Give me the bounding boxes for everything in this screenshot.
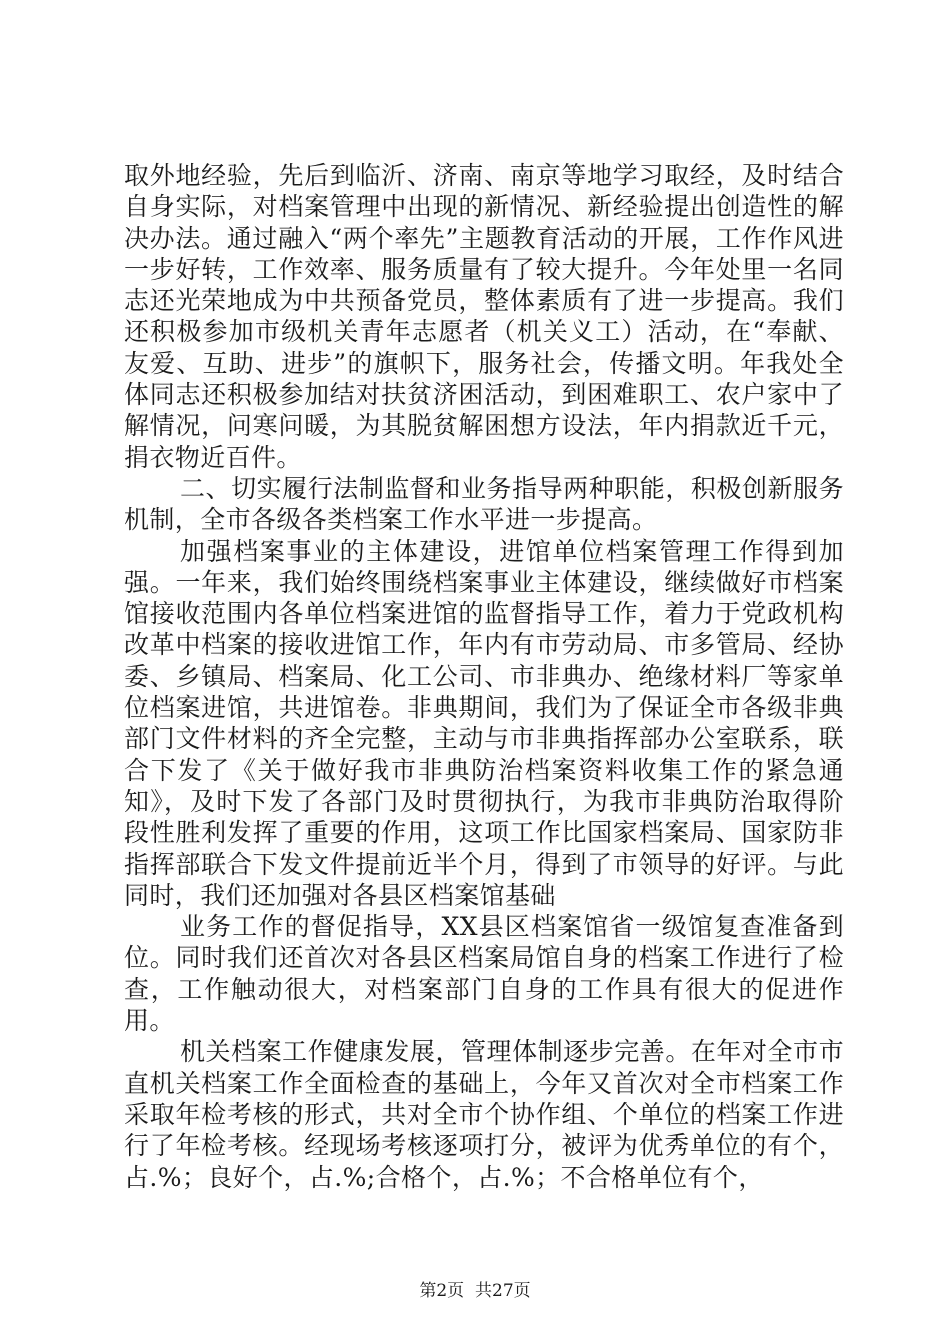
paragraph: 加强档案事业的主体建设，进馆单位档案管理工作得到加强。一年来，我们始终围绕档案事业主体建设，继续做好市档案馆接收范围内各单位档案进馆的监督指导工作，着力于党政机构改革中档案的接收进馆工作，年内有市劳动局、市多管局、经协委、乡镇局、档案局、化工公司、市非典办、绝缘材料厂等家单位档案进馆，共进馆卷。非典期间，我们为了保证全市各级非典部门文件材料的齐全完整，主动与市非典指挥部办公室联系，联合下发了《关于做好我市非典防治档案资料收集工作的紧急通知》，及时下发了各部门及时贯彻执行，为我市非典防治取得阶段性胜利发挥了重要的作用，这项工作比国家档案局、国家防非指挥部联合下发文件提前近半个月，得到了市领导的好评。与此同时，我们还加强对各县区档案馆基础 xyxy=(124,536,844,910)
page-number: 第2页 xyxy=(419,1281,465,1301)
page-footer xyxy=(0,1280,950,1302)
paragraph: 取外地经验，先后到临沂、济南、南京等地学习取经，及时结合自身实际，对档案管理中出现的新情况、新经验提出创造性的解决办法。通过融入“两个率先”主题教育活动的开展，工作作风进一步好转，工作效率、服务质量有了较大提升。今年处里一名同志还光荣地成为中共预备党员，整体素质有了进一步提高。我们还积极参加市级机关青年志愿者（机关义工）活动，在“奉献、友爱、互助、进步”的旗帜下，服务社会，传播文明。年我处全体同志还积极参加结对扶贫济困活动，到困难职工、农户家中了解情况，问寒问暖，为其脱贫解困想方设法，年内捐款近千元，捐衣物近百件。 xyxy=(124,161,844,472)
footer-separator xyxy=(464,1281,475,1301)
paragraph: 业务工作的督促指导，XX县区档案馆省一级馆复查准备到位。同时我们还首次对各县区档案局馆自身的档案工作进行了检查，工作触动很大，对档案部门自身的工作具有很大的促进作用。 xyxy=(124,912,844,1036)
document-body xyxy=(124,160,844,1193)
total-pages: 共27页 xyxy=(475,1281,531,1301)
section-heading-paragraph: 二、切实履行法制监督和业务指导两种职能，积极创新服务机制，全市各级各类档案工作水平进一步提高。 xyxy=(124,473,844,535)
paragraph: 机关档案工作健康发展，管理体制逐步完善。在年对全市市直机关档案工作全面检查的基础上，今年又首次对全市档案工作采取年检考核的形式，共对全市个协作组、个单位的档案工作进行了年检考核。经现场考核逐项打分，被评为优秀单位的有个，占.%；良好个，占.%;合格个，占.%；不合格单位有个， xyxy=(124,1037,844,1192)
